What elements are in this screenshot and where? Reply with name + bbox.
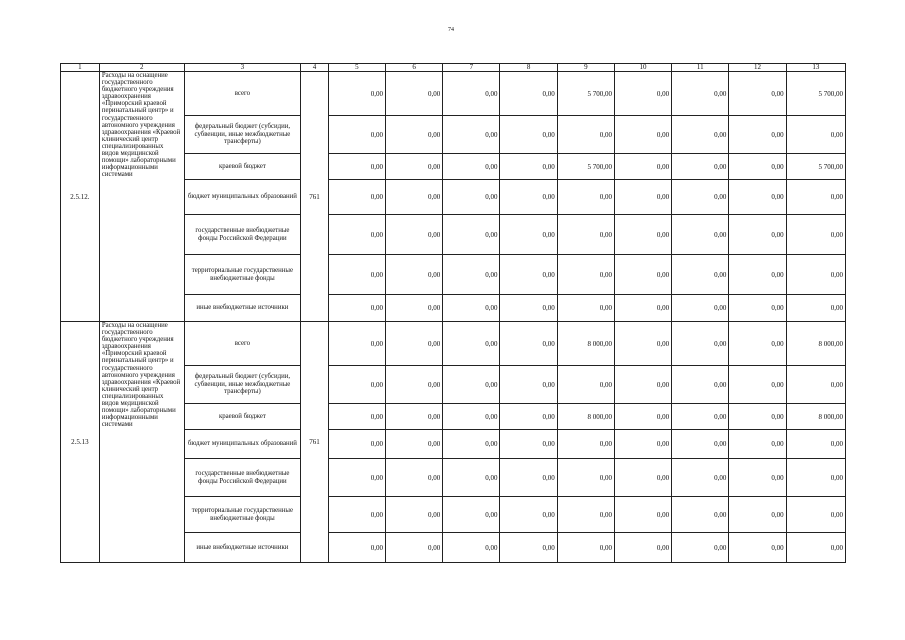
column-header: 11: [672, 64, 729, 72]
page-number: 74: [448, 27, 454, 33]
amount-cell: 0,00: [328, 255, 385, 295]
amount-cell: 0,00: [500, 430, 557, 459]
amount-cell: 0,00: [614, 497, 671, 533]
budget-code: 761: [301, 72, 329, 322]
amount-cell: 0,00: [328, 72, 385, 116]
amount-cell: 0,00: [386, 430, 443, 459]
item-description: Расходы на оснащение государственного бюджетного учреждения здравоохранения «Приморский краевой перинатальный центр» и государственного автономного учреждения здравоохранения «Краевой клинический центр специализированных видов медицинской помощи» лабораторными информационными системами: [99, 72, 184, 322]
amount-cell: 0,00: [386, 497, 443, 533]
amount-cell: 0,00: [729, 215, 786, 255]
amount-cell: 0,00: [500, 404, 557, 430]
amount-cell: 0,00: [328, 533, 385, 563]
column-header: 5: [328, 64, 385, 72]
amount-cell: 0,00: [614, 459, 671, 497]
amount-cell: 0,00: [614, 255, 671, 295]
funding-source: краевой бюджет: [184, 404, 301, 430]
amount-cell: 0,00: [614, 180, 671, 215]
amount-cell: 0,00: [328, 430, 385, 459]
funding-source: краевой бюджет: [184, 154, 301, 180]
amount-cell: 0,00: [557, 180, 614, 215]
amount-cell: 0,00: [328, 180, 385, 215]
amount-cell: 0,00: [672, 497, 729, 533]
amount-cell: 0,00: [729, 116, 786, 154]
budget-code: 761: [301, 322, 329, 563]
amount-cell: 0,00: [328, 154, 385, 180]
amount-cell: 0,00: [557, 430, 614, 459]
table-row: [61, 322, 846, 366]
amount-cell: 0,00: [443, 533, 500, 563]
funding-source: бюджет муниципальных образований: [184, 430, 301, 459]
amount-cell: 0,00: [500, 116, 557, 154]
funding-source: федеральный бюджет (субсидии, субвенции, иные межбюджетные трансферты): [184, 116, 301, 154]
amount-cell: 0,00: [557, 215, 614, 255]
amount-cell: 0,00: [729, 154, 786, 180]
amount-cell: 0,00: [786, 295, 845, 322]
column-header: 6: [386, 64, 443, 72]
amount-cell: 0,00: [328, 295, 385, 322]
amount-cell: 0,00: [386, 404, 443, 430]
amount-cell: 5 700,00: [557, 72, 614, 116]
amount-cell: 0,00: [386, 215, 443, 255]
funding-source: иные внебюджетные источники: [184, 295, 301, 322]
table-row: [61, 72, 846, 116]
amount-cell: 0,00: [443, 255, 500, 295]
amount-cell: 0,00: [614, 72, 671, 116]
funding-source: территориальные государственные внебюджетные фонды: [184, 497, 301, 533]
funding-source: государственные внебюджетные фонды Российской Федерации: [184, 215, 301, 255]
amount-cell: 5 700,00: [557, 154, 614, 180]
column-header: 12: [729, 64, 786, 72]
item-description: Расходы на оснащение государственного бюджетного учреждения здравоохранения «Приморский краевой перинатальный центр» и государственного автономного учреждения здравоохранения «Краевой клинический центр специализированных видов медицинской помощи» лабораторными информационными системами: [99, 322, 184, 563]
amount-cell: 0,00: [672, 322, 729, 366]
amount-cell: 0,00: [386, 180, 443, 215]
amount-cell: 0,00: [557, 366, 614, 404]
amount-cell: 0,00: [614, 215, 671, 255]
amount-cell: 0,00: [614, 366, 671, 404]
amount-cell: 0,00: [443, 116, 500, 154]
amount-cell: 0,00: [729, 366, 786, 404]
amount-cell: 0,00: [729, 72, 786, 116]
amount-cell: 0,00: [729, 180, 786, 215]
amount-cell: 0,00: [386, 255, 443, 295]
amount-cell: 0,00: [786, 366, 845, 404]
funding-source: федеральный бюджет (субсидии, субвенции, иные межбюджетные трансферты): [184, 366, 301, 404]
amount-cell: 0,00: [614, 322, 671, 366]
amount-cell: 0,00: [328, 215, 385, 255]
amount-cell: 0,00: [386, 322, 443, 366]
column-number-row: [61, 64, 846, 72]
amount-cell: 0,00: [443, 322, 500, 366]
amount-cell: 0,00: [786, 180, 845, 215]
amount-cell: 0,00: [500, 322, 557, 366]
amount-cell: 0,00: [672, 255, 729, 295]
amount-cell: 0,00: [729, 404, 786, 430]
budget-table: [60, 63, 846, 563]
amount-cell: 0,00: [729, 430, 786, 459]
amount-cell: 0,00: [500, 295, 557, 322]
amount-cell: 0,00: [557, 116, 614, 154]
amount-cell: 0,00: [328, 404, 385, 430]
amount-cell: 0,00: [500, 533, 557, 563]
amount-cell: 0,00: [786, 116, 845, 154]
amount-cell: 0,00: [386, 533, 443, 563]
column-header: 9: [557, 64, 614, 72]
amount-cell: 5 700,00: [786, 154, 845, 180]
item-code: 2.5.13: [61, 322, 100, 563]
amount-cell: 0,00: [443, 459, 500, 497]
amount-cell: 0,00: [386, 72, 443, 116]
amount-cell: 0,00: [672, 72, 729, 116]
amount-cell: 0,00: [786, 215, 845, 255]
amount-cell: 8 000,00: [557, 322, 614, 366]
amount-cell: 0,00: [786, 255, 845, 295]
amount-cell: 0,00: [500, 255, 557, 295]
amount-cell: 0,00: [443, 404, 500, 430]
amount-cell: 0,00: [614, 404, 671, 430]
amount-cell: 0,00: [672, 459, 729, 497]
column-header: 2: [99, 64, 184, 72]
amount-cell: 0,00: [500, 215, 557, 255]
funding-source: иные внебюджетные источники: [184, 533, 301, 563]
amount-cell: 0,00: [672, 366, 729, 404]
amount-cell: 0,00: [729, 497, 786, 533]
item-code: 2.5.12.: [61, 72, 100, 322]
column-header: 1: [61, 64, 100, 72]
amount-cell: 0,00: [443, 72, 500, 116]
amount-cell: 0,00: [386, 366, 443, 404]
amount-cell: 0,00: [729, 459, 786, 497]
amount-cell: 0,00: [614, 154, 671, 180]
amount-cell: 0,00: [443, 295, 500, 322]
table-body: [61, 72, 846, 563]
amount-cell: 0,00: [443, 430, 500, 459]
amount-cell: 0,00: [729, 322, 786, 366]
amount-cell: 8 000,00: [786, 404, 845, 430]
amount-cell: 0,00: [557, 255, 614, 295]
amount-cell: 0,00: [786, 430, 845, 459]
amount-cell: 0,00: [443, 497, 500, 533]
amount-cell: 0,00: [443, 366, 500, 404]
funding-source: всего: [184, 322, 301, 366]
column-header: 4: [301, 64, 329, 72]
amount-cell: 0,00: [672, 404, 729, 430]
funding-source: государственные внебюджетные фонды Российской Федерации: [184, 459, 301, 497]
column-header: 10: [614, 64, 671, 72]
amount-cell: 0,00: [328, 322, 385, 366]
column-header: 8: [500, 64, 557, 72]
amount-cell: 0,00: [557, 295, 614, 322]
amount-cell: 8 000,00: [557, 404, 614, 430]
amount-cell: 0,00: [443, 180, 500, 215]
amount-cell: 0,00: [614, 295, 671, 322]
amount-cell: 0,00: [557, 497, 614, 533]
funding-source: территориальные государственные внебюджетные фонды: [184, 255, 301, 295]
funding-source: всего: [184, 72, 301, 116]
amount-cell: 0,00: [672, 180, 729, 215]
amount-cell: 0,00: [672, 154, 729, 180]
amount-cell: 0,00: [328, 497, 385, 533]
amount-cell: 0,00: [786, 533, 845, 563]
amount-cell: 0,00: [500, 180, 557, 215]
amount-cell: 0,00: [729, 533, 786, 563]
column-header: 7: [443, 64, 500, 72]
amount-cell: 0,00: [500, 154, 557, 180]
amount-cell: 0,00: [386, 154, 443, 180]
amount-cell: 0,00: [443, 215, 500, 255]
amount-cell: 0,00: [386, 459, 443, 497]
amount-cell: 0,00: [729, 255, 786, 295]
amount-cell: 0,00: [500, 459, 557, 497]
amount-cell: 0,00: [557, 459, 614, 497]
amount-cell: 0,00: [328, 116, 385, 154]
amount-cell: 0,00: [729, 295, 786, 322]
amount-cell: 0,00: [328, 459, 385, 497]
amount-cell: 8 000,00: [786, 322, 845, 366]
funding-source: бюджет муниципальных образований: [184, 180, 301, 215]
amount-cell: 0,00: [786, 497, 845, 533]
amount-cell: 0,00: [557, 533, 614, 563]
column-header: 3: [184, 64, 301, 72]
amount-cell: 0,00: [500, 72, 557, 116]
amount-cell: 0,00: [614, 430, 671, 459]
amount-cell: 0,00: [386, 116, 443, 154]
amount-cell: 0,00: [614, 116, 671, 154]
amount-cell: 0,00: [500, 366, 557, 404]
column-header: 13: [786, 64, 845, 72]
amount-cell: 0,00: [500, 497, 557, 533]
amount-cell: 0,00: [328, 366, 385, 404]
amount-cell: 0,00: [786, 459, 845, 497]
amount-cell: 5 700,00: [786, 72, 845, 116]
amount-cell: 0,00: [672, 116, 729, 154]
amount-cell: 0,00: [672, 533, 729, 563]
amount-cell: 0,00: [672, 215, 729, 255]
amount-cell: 0,00: [386, 295, 443, 322]
amount-cell: 0,00: [672, 295, 729, 322]
amount-cell: 0,00: [443, 154, 500, 180]
amount-cell: 0,00: [614, 533, 671, 563]
amount-cell: 0,00: [672, 430, 729, 459]
